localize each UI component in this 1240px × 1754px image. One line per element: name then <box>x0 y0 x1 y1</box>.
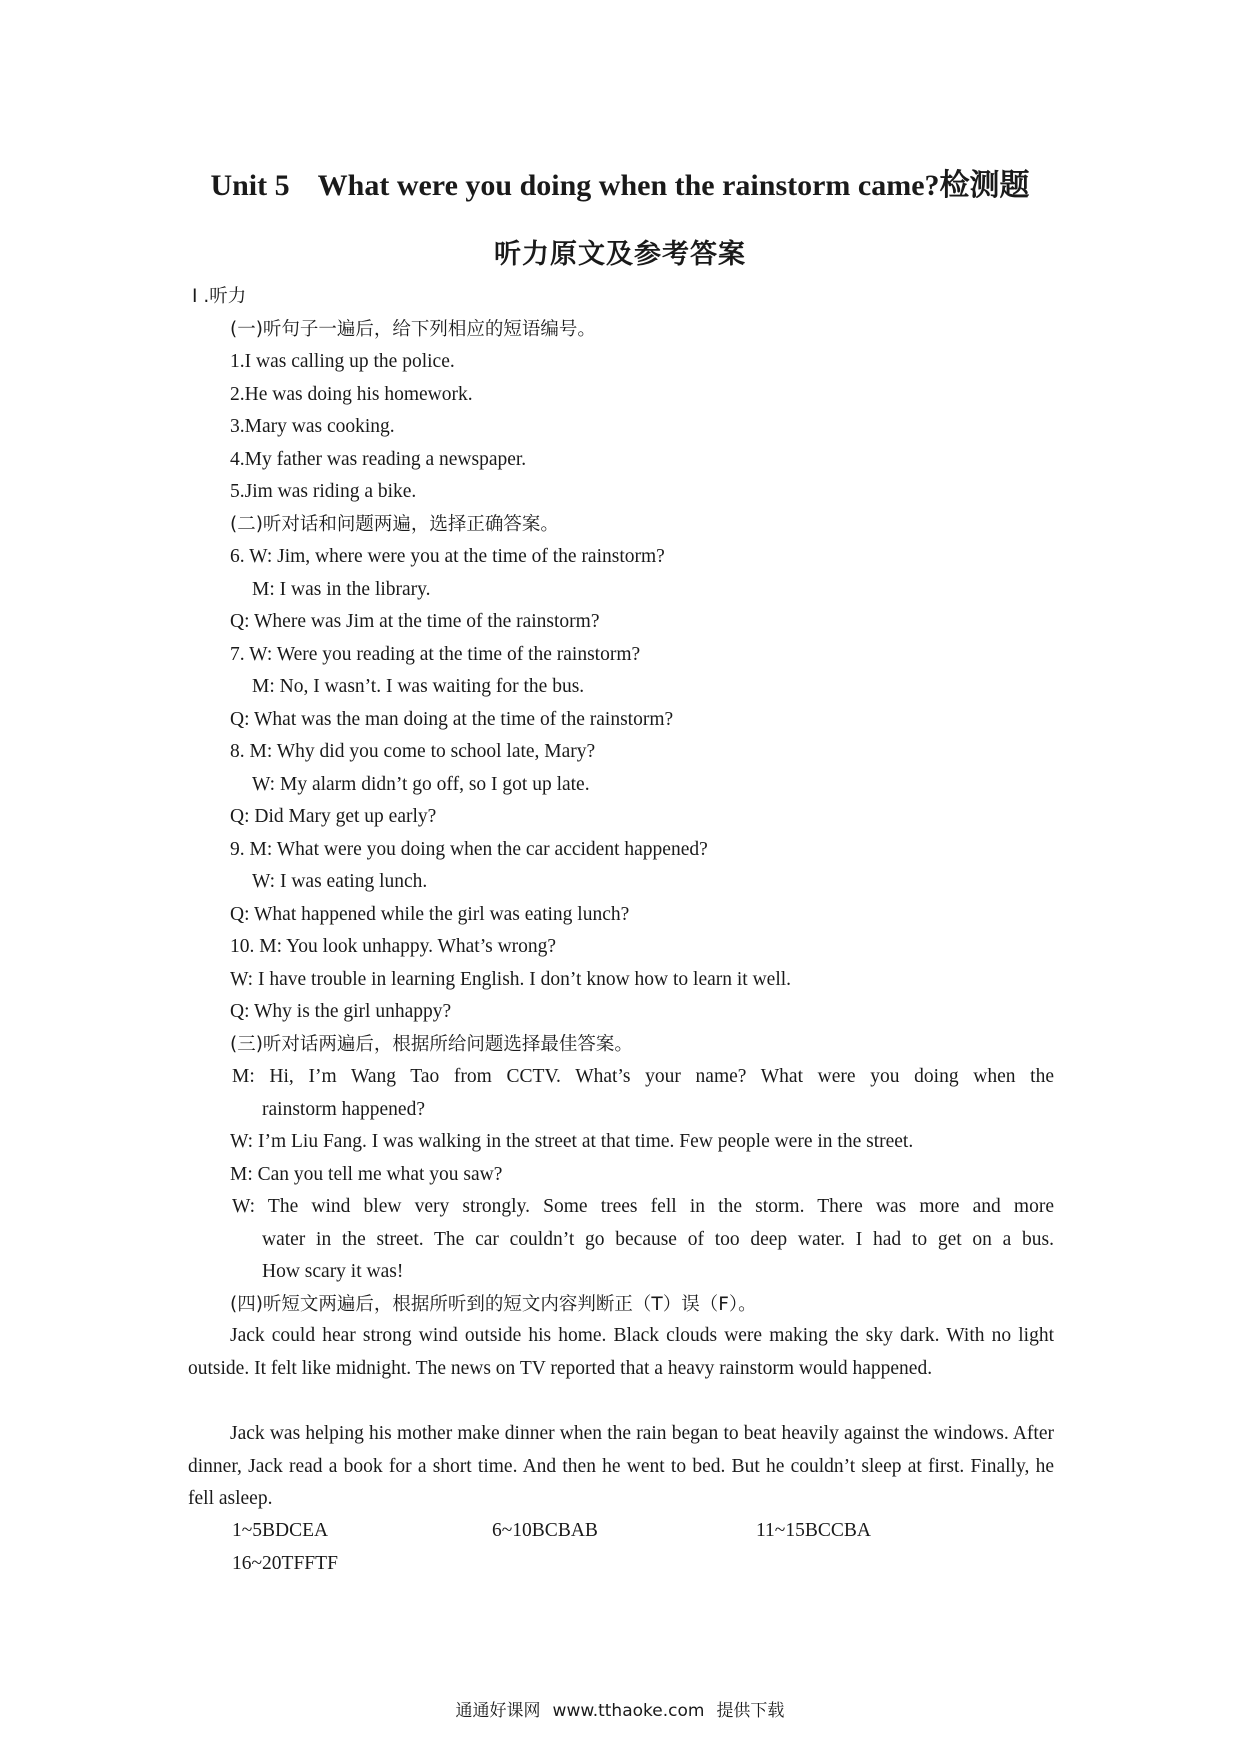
answer-group: 1~5BDCEA <box>232 1520 329 1541</box>
dialogue-line: M: No, I wasn’t. I was waiting for the bus. <box>252 676 585 697</box>
footer-note: 提供下载 <box>716 1701 785 1721</box>
passage-paragraph: Jack was helping his mother make dinner when the rain began to beat heavily against the windows. After dinner, Jack read a book for a short time. And then he went to bed. But he couldn’t sleep at first. Finally, he fell asleep. <box>188 1423 1054 1510</box>
question-line: Q: What was the man doing at the time of the rainstorm? <box>230 709 674 730</box>
answer-group: 6~10BCBAB <box>492 1520 598 1541</box>
part1-line: 5.Jim was riding a bike. <box>230 481 417 502</box>
passage-paragraph: Jack could hear strong wind outside his home. Black clouds were making the sky dark. With no light outside. It felt like midnight. The news on TV reported that a heavy rainstorm would happened. <box>188 1325 1054 1379</box>
title-unit: Unit 5 <box>210 169 290 202</box>
dialogue-line: 8. M: Why did you come to school late, Mary? <box>230 741 596 762</box>
dialogue-line: W: I was eating lunch. <box>252 871 428 892</box>
answer-group: 16~20TFFTF <box>232 1553 338 1574</box>
dialogue-line-continued: rainstorm happened? <box>262 1099 425 1120</box>
question-line: Q: What happened while the girl was eating lunch? <box>230 904 630 925</box>
part4-heading: (四)听短文两遍后，根据所听到的短文内容判断正（T）误（F）。 <box>230 1294 757 1315</box>
answer-group: 11~15BCCBA <box>756 1520 871 1541</box>
part2-heading: (二)听对话和问题两遍，选择正确答案。 <box>230 514 559 535</box>
document-title <box>0 160 1240 204</box>
section-heading: I .听力 <box>192 286 247 307</box>
dialogue-line: W: I have trouble in learning English. I don’t know how to learn it well. <box>230 969 792 990</box>
dialogue-line: 10. M: You look unhappy. What’s wrong? <box>230 936 557 957</box>
document-subtitle: 听力原文及参考答案 <box>494 239 746 270</box>
page-footer <box>0 1696 1240 1721</box>
question-line: Q: Why is the girl unhappy? <box>230 1001 452 1022</box>
dialogue-line: M: Hi, I’m Wang Tao from CCTV. What’s your name? What were you doing when the <box>232 1066 1054 1087</box>
dialogue-line: W: I’m Liu Fang. I was walking in the street at that time. Few people were in the street. <box>230 1131 914 1152</box>
dialogue-line: 9. M: What were you doing when the car accident happened? <box>230 839 708 860</box>
footer-site-name: 通通好课网 <box>455 1701 541 1721</box>
part1-line: 3.Mary was cooking. <box>230 416 395 437</box>
dialogue-line: M: Can you tell me what you saw? <box>230 1164 503 1185</box>
title-question: What were you doing when the rainstorm came?检测题 <box>317 169 1030 202</box>
part1-line: 1.I was calling up the police. <box>230 351 455 372</box>
part1-line: 4.My father was reading a newspaper. <box>230 449 527 470</box>
part1-heading: (一)听句子一遍后，给下列相应的短语编号。 <box>230 319 596 340</box>
part3-heading: (三)听对话两遍后，根据所给问题选择最佳答案。 <box>230 1034 633 1055</box>
dialogue-line-continued: water in the street. The car couldn’t go because of too deep water. I had to get on a bus. <box>262 1229 1054 1250</box>
question-line: Q: Did Mary get up early? <box>230 806 437 827</box>
dialogue-line: W: The wind blew very strongly. Some trees fell in the storm. There was more and more <box>232 1196 1054 1217</box>
part1-line: 2.He was doing his homework. <box>230 384 473 405</box>
dialogue-line: M: I was in the library. <box>252 579 431 600</box>
dialogue-line: W: My alarm didn’t go off, so I got up late. <box>252 774 590 795</box>
dialogue-line: 6. W: Jim, where were you at the time of the rainstorm? <box>230 546 665 567</box>
footer-url[interactable]: www.tthaoke.com <box>552 1701 705 1721</box>
dialogue-line-continued: How scary it was! <box>262 1261 404 1282</box>
dialogue-line: 7. W: Were you reading at the time of the rainstorm? <box>230 644 641 665</box>
question-line: Q: Where was Jim at the time of the rainstorm? <box>230 611 600 632</box>
